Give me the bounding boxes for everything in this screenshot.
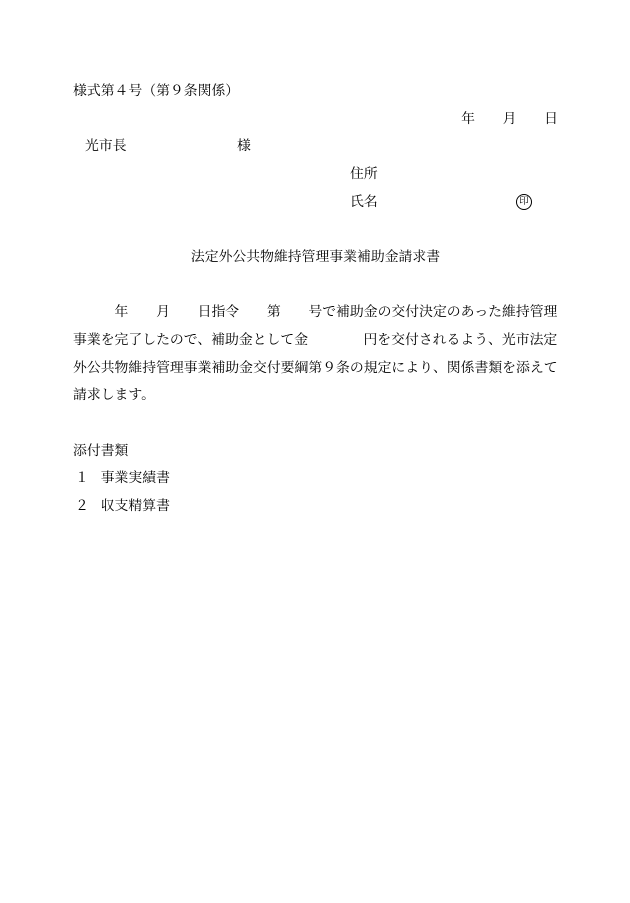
body-line: 外公共物維持管理事業補助金交付要綱第９条の規定により、関係書類を添えて — [73, 359, 558, 376]
attachments-section — [73, 438, 558, 521]
attachment-number: １ — [75, 470, 89, 487]
addressee-name: 光市長 — [85, 138, 127, 155]
attachments-heading: 添付書類 — [73, 442, 129, 459]
applicant-address-line — [73, 161, 558, 189]
attachment-label: 事業実績書 — [100, 470, 170, 487]
attachment-number: ２ — [75, 497, 89, 514]
form-number: 様式第４号（第９条関係） — [73, 83, 240, 99]
document-title: 法定外公共物維持管理事業補助金請求書 — [190, 248, 441, 265]
seal-icon: 印 — [516, 194, 532, 210]
body-line: 年 月 日指令 第 号で補助金の交付決定のあった維持管理 — [73, 304, 558, 321]
body-line: 事業を完了したので、補助金として金 円を交付されるよう、光市法定 — [73, 331, 558, 348]
attachment-item — [73, 493, 558, 521]
address-label: 住所 — [350, 165, 378, 182]
blank-line — [73, 216, 558, 244]
applicant-name-line — [73, 189, 558, 217]
body-line: 請求します。 — [73, 387, 155, 404]
body-paragraph — [73, 299, 558, 410]
addressee-line — [73, 133, 558, 161]
attachment-label: 収支精算書 — [100, 497, 170, 514]
name-label: 氏名 — [350, 193, 378, 210]
attachment-item — [73, 465, 558, 493]
date-line: 年 月 日 — [461, 110, 558, 127]
request-form-document — [73, 78, 558, 521]
blank-line — [73, 272, 558, 300]
blank-line — [73, 410, 558, 438]
addressee-honorific: 様 — [237, 138, 251, 155]
